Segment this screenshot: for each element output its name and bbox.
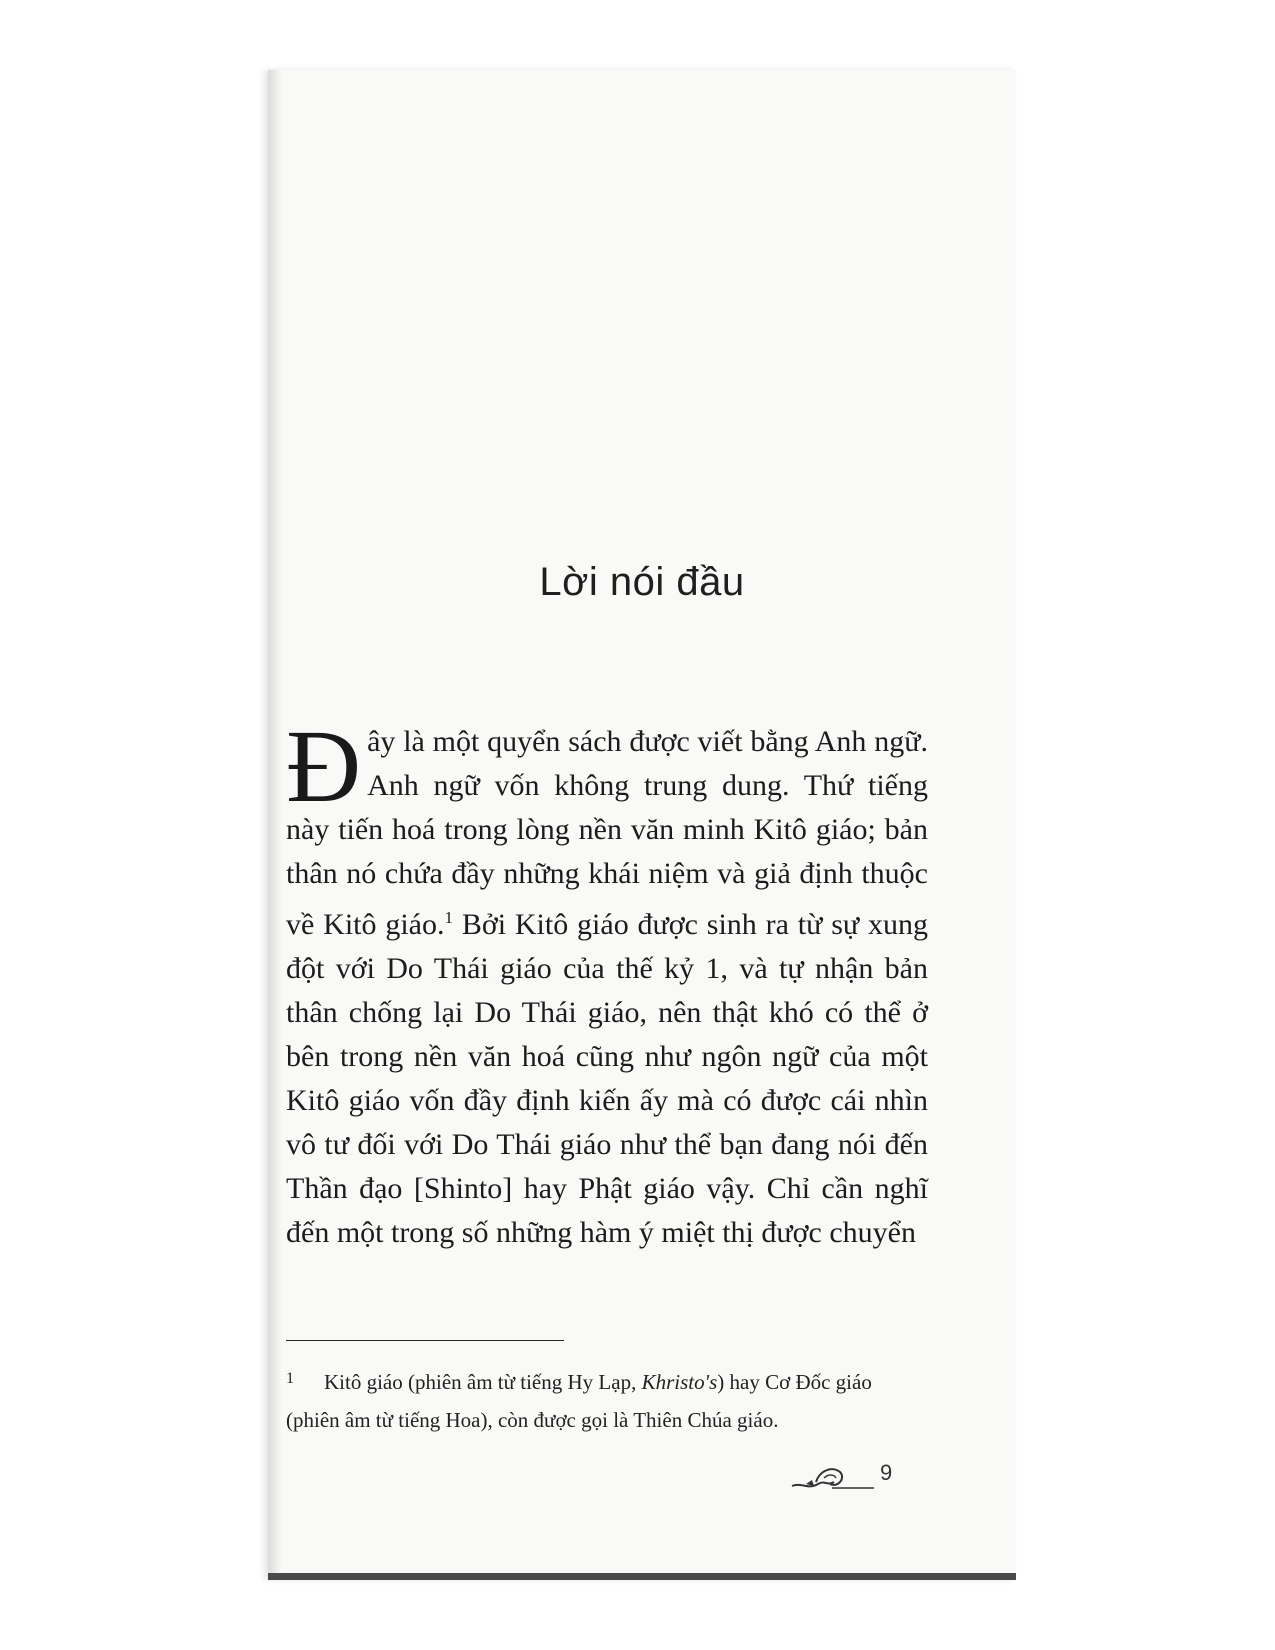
footnote-reference[interactable]: 1 bbox=[444, 908, 453, 927]
page-number: 9 bbox=[880, 1460, 893, 1485]
page-gutter-shadow bbox=[268, 70, 282, 1580]
book-page bbox=[268, 70, 1016, 1580]
footnote bbox=[286, 1360, 928, 1439]
footnote-divider bbox=[286, 1340, 564, 1341]
drop-cap-letter: Đ bbox=[286, 709, 362, 824]
footnote-text-part-2: ) hay Cơ Đốc giáo (phiên âm từ tiếng Hoa), còn được gọi là Thiên Chúa giáo. bbox=[286, 1370, 872, 1432]
chapter-title: Lời nói đầu bbox=[539, 560, 745, 604]
body-text-part-2: Bởi Kitô giáo được sinh ra từ sự xung đột với Do Thái giáo của thế kỷ 1, và tự nhận bản thân chống lại Do Thái giáo, nên thật khó có thể ở bên trong nền văn hoá cũng như ngôn ngữ của một Kitô giáo vốn đầy định kiến ấy mà có được cái nhìn vô tư đối với Do Thái giáo như thể bạn đang nói đến Thần đạo [Shinto] hay Phật giáo vậy. Chỉ cần nghĩ đến một trong số những hàm ý miệt thị được chuyển bbox=[286, 908, 928, 1249]
footnote-italic-term: Khristo's bbox=[641, 1370, 718, 1394]
body-paragraph bbox=[286, 709, 928, 1255]
page-bottom-edge bbox=[268, 1573, 1016, 1580]
footnote-marker: 1 bbox=[286, 1370, 294, 1387]
flourish-ornament-icon bbox=[788, 1460, 888, 1496]
body-text-part-1: ây là một quyển sách được viết bằng Anh ngữ. Anh ngữ vốn không trung dung. Thứ tiếng này tiến hoá trong lòng nền văn minh Kitô giáo; bản thân nó chứa đầy những khái niệm và giả định thuộc về Kitô giáo. bbox=[286, 725, 928, 941]
footnote-text-part-1: Kitô giáo (phiên âm từ tiếng Hy Lạp, bbox=[324, 1370, 642, 1394]
